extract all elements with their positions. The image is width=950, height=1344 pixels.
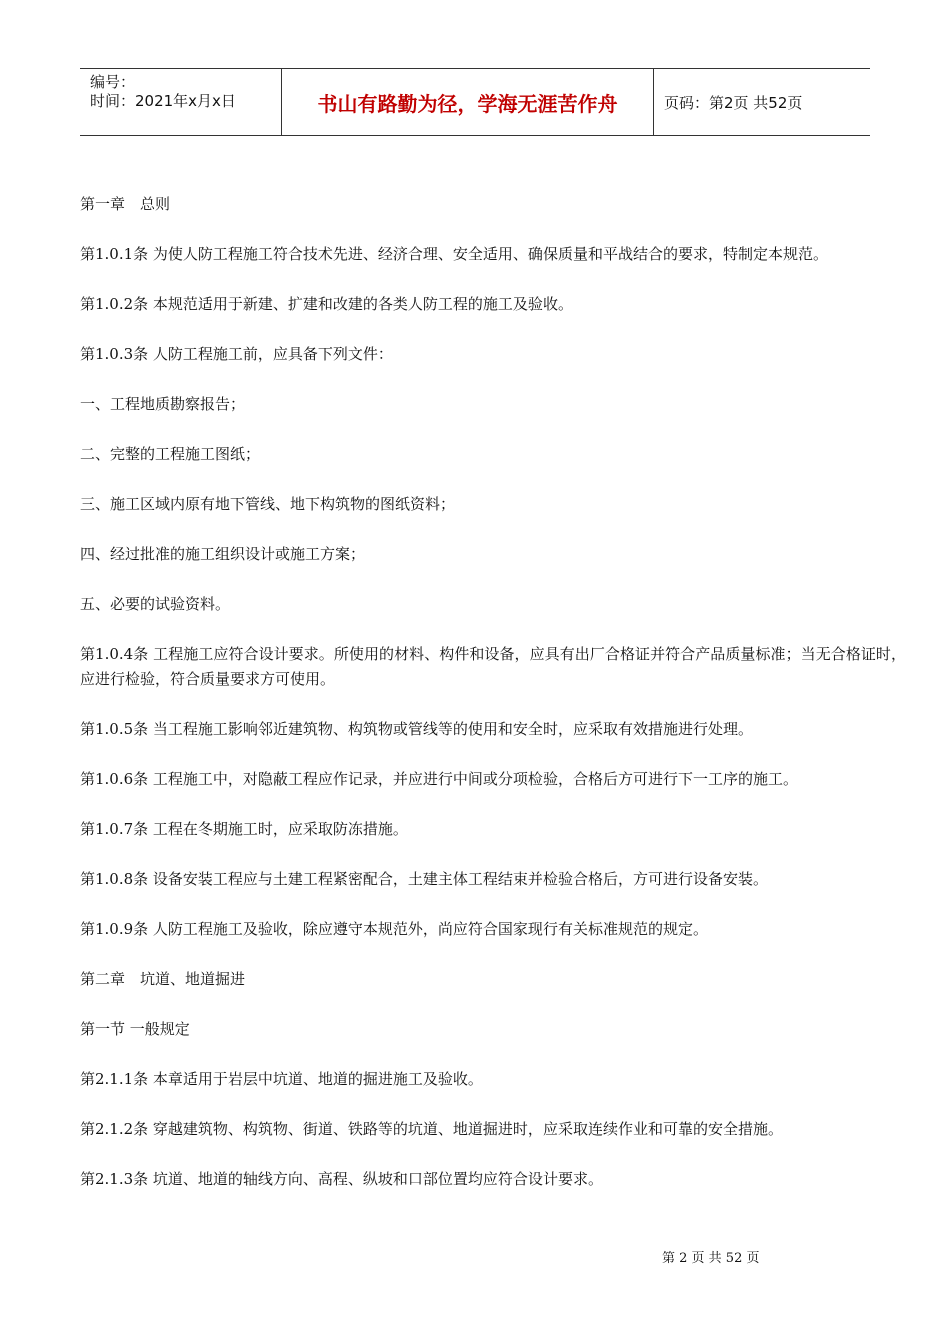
time-label: 时间：2021年x月x日 bbox=[90, 92, 236, 110]
paragraph: 第1.0.9条 人防工程施工及验收，除应遵守本规范外，尚应符合国家现行有关标准规范的规定。 bbox=[80, 920, 708, 938]
header-page-cell bbox=[654, 69, 870, 135]
page-header bbox=[80, 68, 870, 136]
header-motto-cell bbox=[282, 69, 654, 135]
page-number-label: 页码：第2页 共52页 bbox=[664, 93, 803, 112]
list-item: 四、经过批准的施工组织设计或施工方案； bbox=[80, 545, 366, 563]
paragraph: 第1.0.6条 工程施工中，对隐蔽工程应作记录，并应进行中间或分项检验，合格后方可进行下一工序的施工。 bbox=[80, 770, 798, 788]
list-item: 五、必要的试验资料。 bbox=[80, 595, 231, 613]
paragraph: 第2.1.3条 坑道、地道的轴线方向、高程、纵坡和口部位置均应符合设计要求。 bbox=[80, 1170, 603, 1188]
chapter-heading: 第二章 坑道、地道掘进 bbox=[80, 970, 246, 988]
paragraph: 第1.0.5条 当工程施工影响邻近建筑物、构筑物或管线等的使用和安全时，应采取有效措施进行处理。 bbox=[80, 720, 753, 738]
list-item: 二、完整的工程施工图纸； bbox=[80, 445, 261, 463]
page-footer: 第 2 页 共 52 页 bbox=[662, 1251, 760, 1266]
paragraph: 第2.1.2条 穿越建筑物、构筑物、街道、铁路等的坑道、地道掘进时，应采取连续作业和可靠的安全措施。 bbox=[80, 1120, 783, 1138]
paragraph: 第1.0.3条 人防工程施工前，应具备下列文件： bbox=[80, 345, 393, 363]
document-body bbox=[80, 192, 906, 1217]
paragraph: 第1.0.8条 设备安装工程应与土建工程紧密配合，土建主体工程结束并检验合格后，方可进行设备安装。 bbox=[80, 870, 768, 888]
chapter-heading: 第一章 总则 bbox=[80, 195, 171, 213]
paragraph: 第1.0.4条 工程施工应符合设计要求。所使用的材料、构件和设备，应具有出厂合格证并符合产品质量标准；当无合格证时，应进行检验，符合质量要求方可使用。 bbox=[80, 645, 906, 688]
paragraph: 第1.0.2条 本规范适用于新建、扩建和改建的各类人防工程的施工及验收。 bbox=[80, 295, 573, 313]
header-meta-cell bbox=[80, 69, 282, 135]
paragraph: 第2.1.1条 本章适用于岩层中坑道、地道的掘进施工及验收。 bbox=[80, 1070, 483, 1088]
list-item: 一、工程地质勘察报告； bbox=[80, 395, 246, 413]
list-item: 三、施工区域内原有地下管线、地下构筑物的图纸资料； bbox=[80, 495, 456, 513]
paragraph: 第1.0.1条 为使人防工程施工符合技术先进、经济合理、安全适用、确保质量和平战结合的要求，特制定本规范。 bbox=[80, 245, 828, 263]
section-heading: 第一节 一般规定 bbox=[80, 1020, 190, 1038]
number-label: 编号： bbox=[90, 73, 136, 91]
motto-text: 书山有路勤为径，学海无涯苦作舟 bbox=[317, 91, 618, 116]
paragraph: 第1.0.7条 工程在冬期施工时，应采取防冻措施。 bbox=[80, 820, 408, 838]
